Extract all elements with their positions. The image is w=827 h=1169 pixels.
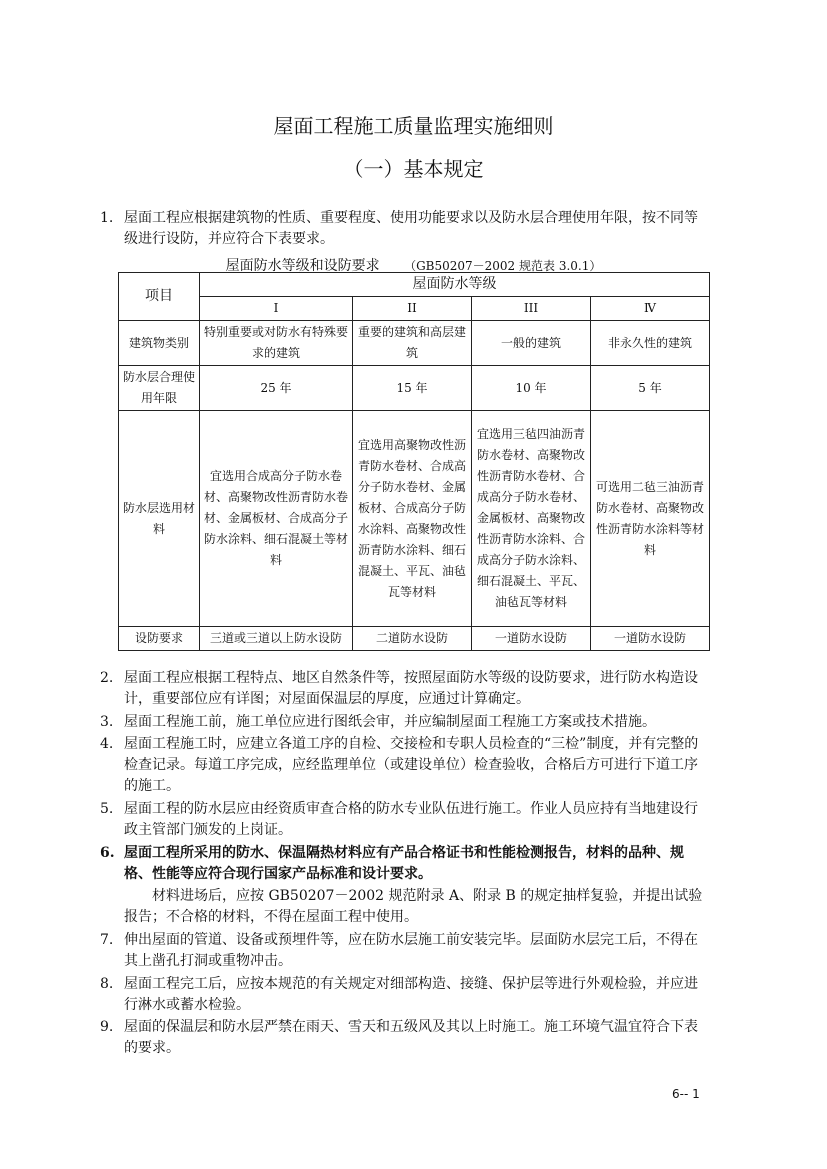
table-row (119, 366, 710, 411)
item-number: 3. (100, 714, 114, 730)
table-cell: 15 年 (353, 366, 472, 411)
table-cell: 一道防水设防 (472, 627, 591, 651)
paragraph-text: 屋面工程应根据建筑物的性质、重要程度、使用功能要求以及防水层合理使用年限，按不同等级进行设防，并应符合下表要求。 (124, 210, 698, 247)
paragraph-5 (100, 799, 709, 841)
table-cell: 宜选用三毡四油沥青防水卷材、高聚物改性沥青防水卷材、合成高分子防水卷材、金属板材、高聚物改性沥青防水涂料、合成高分子防水涂料、细石混凝土、平瓦、油毡瓦等材料 (472, 411, 591, 627)
paragraph-6-note (124, 886, 709, 928)
table-cell: 10 年 (472, 366, 591, 411)
level-header: Ⅳ (591, 297, 710, 321)
table-cell: 宜选用合成高分子防水卷材、高聚物改性沥青防水卷材、金属板材、合成高分子防水涂料、细石混凝土等材料 (200, 411, 353, 627)
item-number: 7. (100, 932, 114, 948)
header-grade-group: 屋面防水等级 (200, 273, 710, 297)
item-number: 6. (100, 845, 115, 861)
page-number: 6-- 1 (672, 1087, 700, 1101)
item-number: 2. (100, 670, 114, 686)
level-header: III (472, 297, 591, 321)
table-cell: 二道防水设防 (353, 627, 472, 651)
item-number: 8. (100, 976, 114, 992)
table-header-row (119, 273, 710, 297)
item-number: 5. (100, 801, 114, 817)
paragraph-2 (100, 668, 709, 710)
row-label: 建筑物类别 (119, 321, 200, 366)
item-number: 4. (100, 736, 114, 752)
item-number: 9. (100, 1019, 114, 1035)
caption-text: 屋面防水等级和设防要求 (225, 258, 380, 274)
level-header: I (200, 297, 353, 321)
paragraph-text: 屋面工程所采用的防水、保温隔热材料应有产品合格证书和性能检测报告，材料的品种、规格、性能等应符合现行国家产品标准和设计要求。 (124, 845, 684, 882)
paragraph-3 (100, 712, 709, 733)
table-row (119, 321, 710, 366)
item-number: 1. (100, 210, 114, 226)
paragraph-1 (100, 208, 709, 250)
paragraph-text: 屋面工程的防水层应由经资质审查合格的防水专业队伍进行施工。作业人员应持有当地建设行政主管部门颁发的上岗证。 (124, 801, 698, 838)
row-label: 设防要求 (119, 627, 200, 651)
paragraph-9 (100, 1017, 709, 1059)
table-level-row (119, 297, 710, 321)
waterproof-grade-table (118, 272, 710, 651)
row-label: 防水层选用材料 (119, 411, 200, 627)
paragraph-4 (100, 734, 709, 797)
paragraph-text: 屋面的保温层和防水层严禁在雨天、雪天和五级风及其以上时施工。施工环境气温宜符合下表的要求。 (124, 1019, 698, 1056)
row-label: 防水层合理使用年限 (119, 366, 200, 411)
table-cell: 三道或三道以上防水设防 (200, 627, 353, 651)
table-cell: 非永久性的建筑 (591, 321, 710, 366)
paragraph-text: 屋面工程完工后，应按本规范的有关规定对细部构造、接缝、保护层等进行外观检验，并应进行淋水或蓄水检验。 (124, 976, 698, 1013)
paragraph-6 (100, 843, 709, 885)
page-title: 屋面工程施工质量监理实施细则 (273, 114, 554, 138)
table-cell: 5 年 (591, 366, 710, 411)
table-row (119, 627, 710, 651)
table-cell: 宜选用高聚物改性沥青防水卷材、合成高分子防水卷材、金属板材、合成高分子防水涂料、高聚物改性沥青防水涂料、细石混凝土、平瓦、油毡瓦等材料 (353, 411, 472, 627)
paragraph-7 (100, 930, 709, 972)
table-cell: 一般的建筑 (472, 321, 591, 366)
table-cell: 25 年 (200, 366, 353, 411)
table-cell: 特别重要或对防水有特殊要求的建筑 (200, 321, 353, 366)
caption-standard: （GB50207－2002 规范表 3.0.1） (404, 259, 602, 273)
level-header: II (353, 297, 472, 321)
paragraph-text: 材料进场后，应按 GB50207－2002 规范附录 A、附录 B 的规定抽样复验，并提出试验报告；不合格的材料，不得在屋面工程中使用。 (124, 888, 703, 925)
table-cell: 重要的建筑和高层建筑 (353, 321, 472, 366)
paragraph-text: 伸出屋面的管道、设备或预埋件等，应在防水层施工前安装完毕。层面防水层完工后，不得在其上凿孔打洞或重物冲击。 (124, 932, 698, 969)
section-title: （一）基本规定 (343, 157, 484, 181)
header-item: 项目 (119, 273, 200, 321)
paragraph-text: 屋面工程应根据工程特点、地区自然条件等，按照屋面防水等级的设防要求，进行防水构造设计，重要部位应有详图；对屋面保温层的厚度，应通过计算确定。 (124, 670, 698, 707)
paragraph-text: 屋面工程施工时，应建立各道工序的自检、交接检和专职人员检查的“三检”制度，并有完整的检查记录。每道工序完成，应经监理单位（或建设单位）检查验收，合格后方可进行下道工序的施工。 (124, 736, 699, 794)
table-cell: 一道防水设防 (591, 627, 710, 651)
paragraph-8 (100, 974, 709, 1016)
table-cell: 可选用二毡三油沥青防水卷材、高聚物改性沥青防水涂料等材料 (591, 411, 710, 627)
table-row (119, 411, 710, 627)
paragraph-text: 屋面工程施工前，施工单位应进行图纸会审，并应编制屋面工程施工方案或技术措施。 (124, 714, 656, 730)
